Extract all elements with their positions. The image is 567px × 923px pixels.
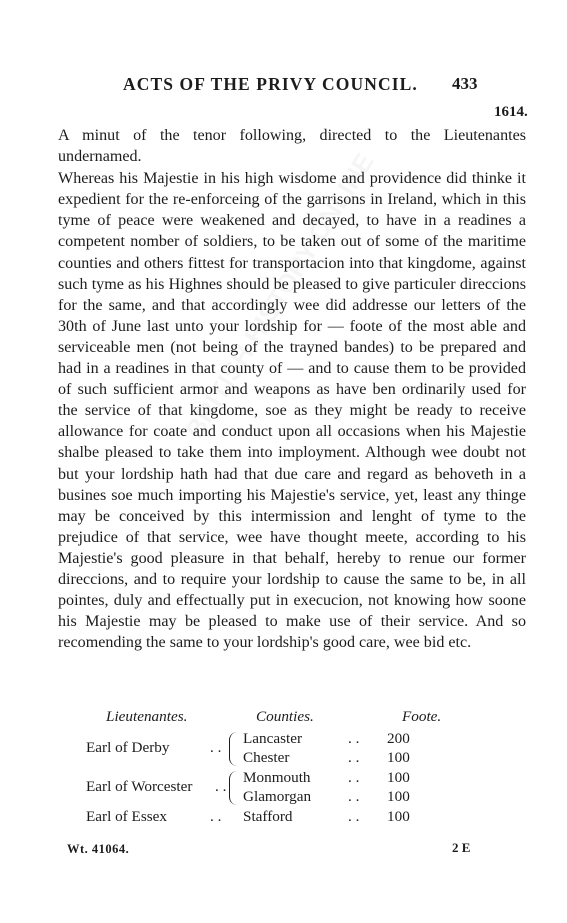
brace: [229, 732, 237, 766]
leader-dots: . .: [348, 788, 360, 805]
county-name: Stafford: [243, 808, 293, 825]
table-row: [58, 808, 528, 830]
header-foote: Foote.: [402, 708, 442, 725]
leader-dots: . .: [348, 730, 360, 747]
foote-count: 100: [387, 769, 410, 786]
county-name: Lancaster: [243, 730, 303, 747]
paragraph-intro: A minut of the tenor following, directed to the Lieutenantes undernamed.: [58, 127, 526, 166]
county-name: Glamorgan: [243, 788, 312, 805]
county-name: Monmouth: [243, 769, 311, 786]
lieutenant-name: Earl of Worcester: [86, 778, 193, 795]
leader-dots: . .: [348, 808, 360, 825]
brace: [229, 771, 237, 805]
foote-count: 200: [387, 730, 410, 747]
leader-dots: . .: [348, 749, 360, 766]
page-number: 433: [452, 74, 478, 93]
leader-dots: . .: [348, 769, 360, 786]
running-title: ACTS OF THE PRIVY COUNCIL.: [123, 74, 418, 94]
body-text: [58, 125, 526, 653]
paragraph-letter: Whereas his Majestie in his high wisdome and providence did thinke it expedient for the re-enforceing of the garrisons in Ireland, which in this tyme of peace were weakened and decayed, to have in a readines a competent nomber of soldiers, to be taken out of some of the maritime counties and others fittest for transportacion into that kingdome, against such tyme as his Highnes should be pleased to give particuler direccions for the same, and that accordingly wee did addresse our letters of the 30th of June last unto your lordship for — foote of the most able and serviceable men (not being of the trayned bandes) to be prepared and had in a readines in that county of — and to cause them to be provided of such sufficient armor and weapons as have ben ordinarily used for the service of that kingdome, soe as they might be ready to receive allowance for coate and conduct upon all occasions when his Majestie shalbe pleased to take them into imployment. Although wee doubt not but your lordship hath had that due care and regard as behoveth in a busines soe much importing his Majestie's service, yet, least any thinge may be conceived by this intermission and lenght of tyme to the prejudice of that service, wee have thought meete, according to his Majestie's good pleasure in that behalf, hereby to renue our former direccions, and to require your lordship to cause the same to be, in all pointes, duly and effectually put in execucion, not knowing how soone his Majestie may be pleased to make use of their service. And so recomending the same to your lordship's good care, wee bid etc.: [58, 170, 526, 652]
header-counties: Counties.: [256, 708, 314, 725]
county-name: Chester: [243, 749, 290, 766]
margin-year: 1614.: [494, 104, 528, 120]
foote-count: 100: [387, 788, 410, 805]
lieutenant-name: Earl of Derby: [86, 739, 170, 756]
page-header: [0, 74, 567, 120]
printer-mark: Wt. 41064.: [67, 842, 130, 856]
foote-count: 100: [387, 749, 410, 766]
lieutenant-name: Earl of Essex: [86, 808, 167, 825]
leader-dots: . .: [210, 739, 222, 756]
leader-dots: . .: [215, 778, 227, 795]
signature-mark: 2 E: [452, 840, 471, 855]
foote-count: 100: [387, 808, 410, 825]
table-row: [58, 730, 528, 769]
lieutenants-table: [58, 708, 528, 830]
table-row: [58, 769, 528, 808]
header-lieutenantes: Lieutenantes.: [106, 708, 188, 725]
leader-dots: . .: [210, 808, 222, 825]
table-header: [58, 708, 528, 730]
